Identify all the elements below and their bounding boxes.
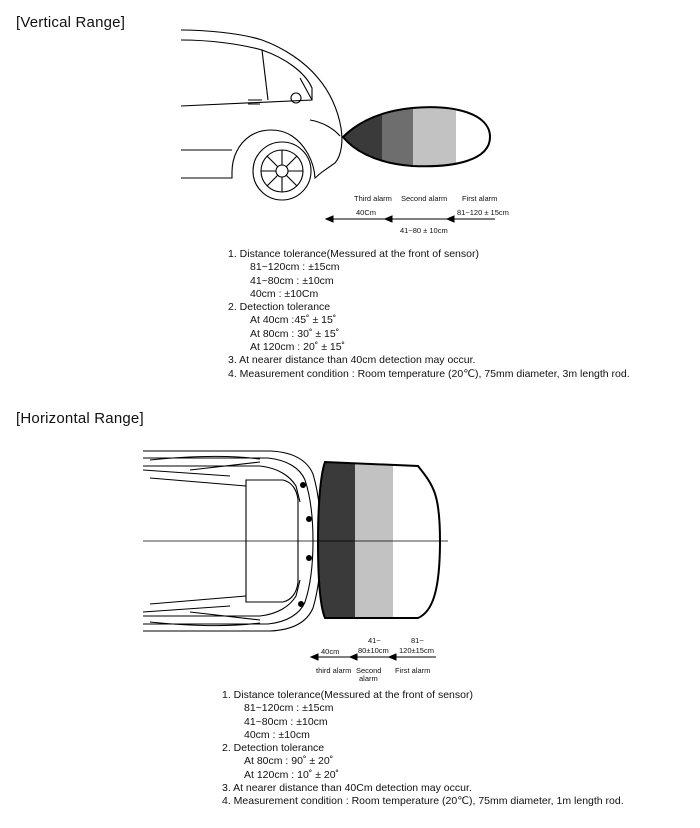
vertical-range-title: [Vertical Range] [16,14,126,31]
horizontal-range-title: [Horizontal Range] [16,410,144,427]
horizontal-note-1a: 81~120cm : ±15cm [244,702,334,715]
horizontal-40cm-label: 40cm [321,647,340,656]
vertical-note-1c: 40cm : ±10Cm [250,287,319,300]
horizontal-note-2a: At 80cm : 90˚ ± 20˚ [244,755,334,768]
vertical-note-4: 4. Measurement condition : Room temperature (20℃), 75mm diameter, 3m length rod. [228,367,630,380]
horizontal-81-120-label-a: 81~ [411,636,424,645]
vertical-note-1: 1. Distance tolerance(Messured at the front of sensor) [228,248,479,260]
vertical-note-2a: At 40cm :45˚ ± 15˚ [250,314,337,327]
vertical-third-alarm-label: Third alarm [354,194,392,203]
horizontal-first-alarm-label: First alarm [395,666,431,675]
horizontal-notes [222,689,624,809]
horizontal-second-alarm-label-b: alarm [359,674,378,683]
horizontal-note-2b: At 120cm : 10˚ ± 20˚ [244,768,340,781]
horizontal-second-zone [355,455,393,625]
vertical-note-3: 3. At nearer distance than 40cm detection may occur. [228,354,476,367]
horizontal-note-4: 4. Measurement condition : Room temperature (20℃), 75mm diameter, 1m length rod. [222,795,624,808]
vertical-81-120-label: 81~120 ± 15cm [457,208,509,217]
horizontal-note-2: 2. Detection tolerance [222,742,325,755]
vertical-41-80-label: 41~80 ± 10cm [400,226,448,235]
horizontal-third-alarm-label: third alarm [316,666,352,675]
vertical-second-alarm-label: Second alarm [401,194,448,203]
vertical-note-2c: At 120cm : 20˚ ± 15˚ [250,341,346,354]
vertical-note-2b: At 80cm : 30˚ ± 15˚ [250,327,340,340]
horizontal-second-alarm-label-a: Second [356,666,382,675]
horizontal-note-1: 1. Distance tolerance(Messured at the front of sensor) [222,689,473,701]
vertical-note-1a: 81~120cm : ±15cm [250,261,340,274]
vertical-first-alarm-label: First alarm [462,194,498,203]
horizontal-41-80-label-b: 80±10cm [358,646,389,655]
horizontal-note-3: 3. At nearer distance than 40Cm detection may occur. [222,782,472,795]
horizontal-81-120-label-b: 120±15cm [399,646,434,655]
horizontal-note-1c: 40cm : ±10cm [244,728,310,741]
horizontal-note-1b: 41~80cm : ±10cm [244,715,328,728]
vertical-note-2: 2. Detection tolerance [228,301,331,314]
horizontal-41-80-label-a: 41~ [368,636,381,645]
vertical-40cm-label: 40Cm [356,208,377,217]
vertical-note-1b: 41~80cm : ±10cm [250,274,334,287]
